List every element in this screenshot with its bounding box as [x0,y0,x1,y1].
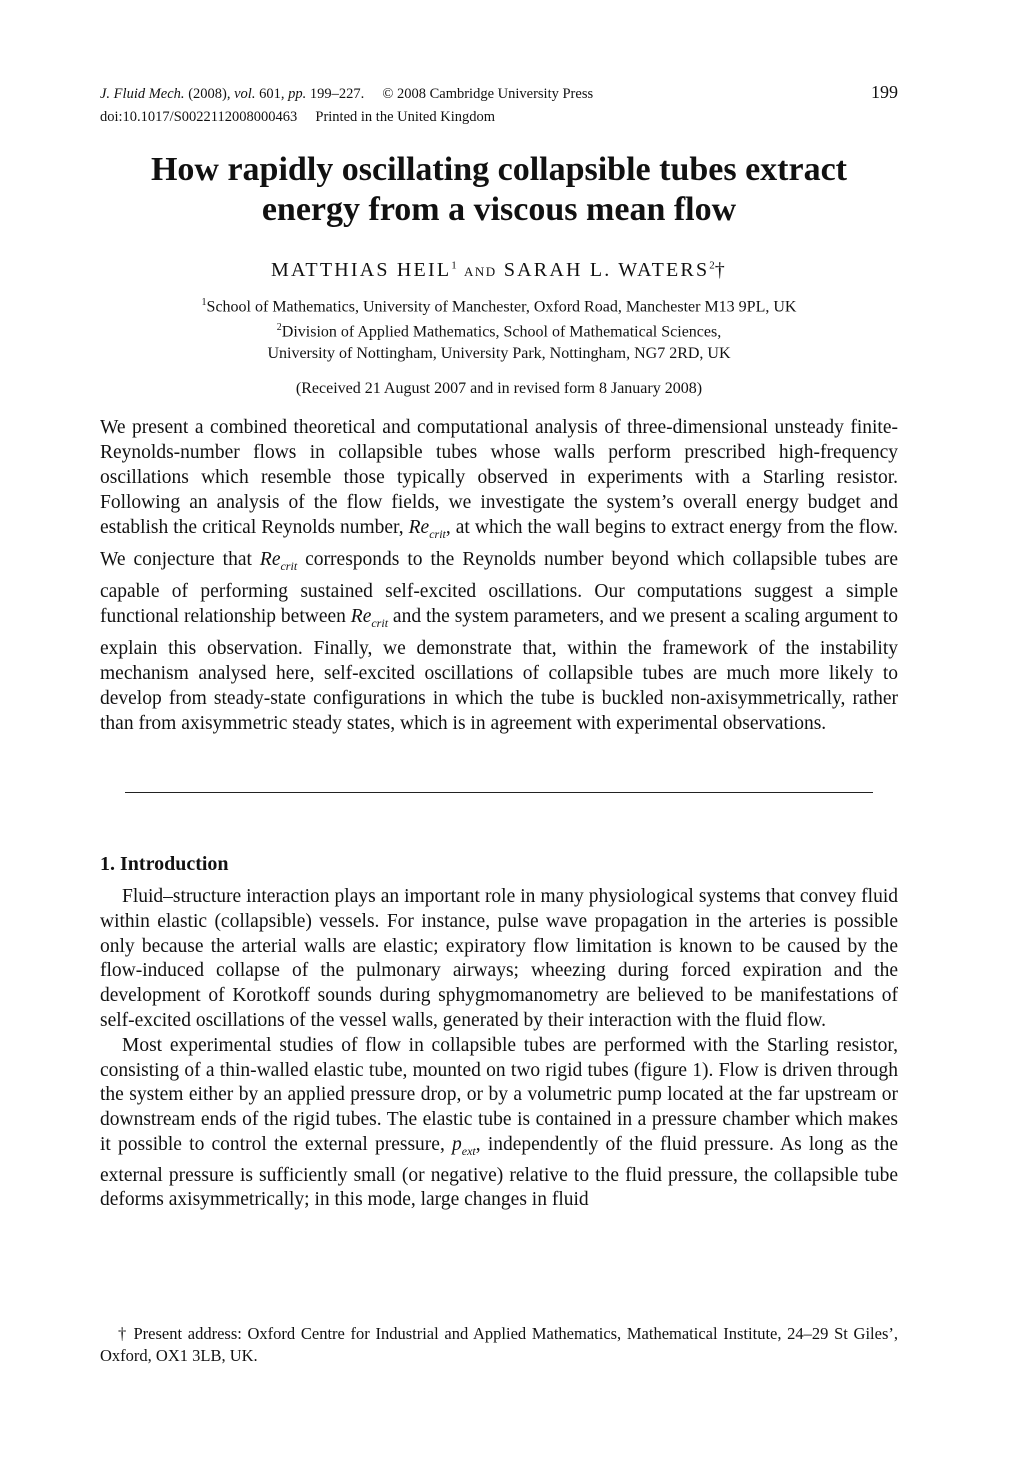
vol-label: vol. [234,86,256,102]
affiliation-2-line-1: Division of Applied Mathematics, School of Mathematical Sciences, [281,323,722,341]
intro-body [100,885,898,1213]
crit-subscript: crit [280,558,298,573]
journal-volume: 601, [259,86,285,102]
intro-paragraph-2 [100,1034,898,1213]
author-1: MATTHIAS HEIL [271,259,452,281]
affiliation-1-mark: 1 [201,297,207,308]
affiliation-1 [100,292,898,318]
paper-title [100,150,898,230]
title-line-1: How rapidly oscillating collapsible tubes extract [150,151,848,188]
page-number: 199 [871,82,898,102]
journal-name: J. Fluid Mech. [100,86,185,102]
intro-paragraph-1: Fluid–structure interaction plays an important role in many physiological systems that convey fluid within elastic (collapsible) vessels. For instance, pulse wave propagation in the arteries is possible only because the arterial walls are elastic; expiratory flow limitation is known to be caused by the flow-induced collapse of the pulmonary airways; wheezing during forced expiration and the development of Korotkoff sounds during sphygmomanometry are believed to be manifestations of self-excited oscillations of the vessel walls, generated by their interaction with the fluid flow. [100,886,898,1031]
re-symbol: Re [259,548,281,570]
journal-pages: 199–227. [309,86,365,102]
section-number: 1. [100,853,115,875]
re-symbol: Re [350,605,372,627]
author-list [100,259,898,282]
affiliation-2-line-2: University of Nottingham, University Park, Nottingham, NG7 2RD, UK [267,345,731,363]
received-dates: (Received 21 August 2007 and in revised form 8 January 2008) [295,380,703,397]
re-crit-symbol [350,605,389,630]
crit-subscript: crit [429,526,446,541]
pp-label: pp. [288,86,307,102]
re-symbol: Re [408,517,430,538]
author-1-affil-mark: 1 [451,259,457,272]
title-line-2: energy from a viscous mean flow [261,191,737,228]
affiliation-2 [100,317,898,365]
intro-paragraph-2a: Most experimental studies of flow in collapsible tubes are performed with the Starling resistor, consisting of a thin-walled elastic tube, mounted on two rigid tubes (figure 1). Flow is driven through the system either by an applied pressure drop, or by a volumetric pump located at the far upstream or downstream ends of the rigid tubes. The elastic tube is contained in a pressure chamber which makes it possible to control the external pressure, [100,1034,898,1155]
journal-year: (2008), [188,86,231,102]
ext-subscript: ext [461,1143,476,1158]
doi-line [100,107,495,127]
section-heading [100,853,229,876]
abstract-text-3: corresponds to the Reynolds number beyond which collapsible tubes are capable of performing sustained self-excited oscillations. Our computations suggest a simple functional relationship between [100,548,898,627]
abstract [100,415,898,736]
dagger-mark: † [714,259,727,281]
doi: doi:10.1017/S0022112008000463 [100,109,298,125]
author-2: SARAH L. WATERS [503,259,710,281]
abstract-text-2: , at which the wall begins to extract energy from the flow. We conjecture that [100,517,898,570]
footnote: † Present address: Oxford Centre for Industrial and Applied Mathematics, Mathematical Institute, 24–29 St Giles’, Oxford, OX1 3LB, UK. [100,1324,898,1365]
author-2-affil-mark: 2 [709,259,715,272]
abstract-text-4: and the system parameters, and we present a scaling argument to explain this observation. Finally, we demonstrate that, within the framework of the instability mechanism analysed here, self-excited oscillations of collapsible tubes are much more likely to develop from steady-state configurations in which the tube is buckled non-axisymmetrically, rather than from axisymmetric steady states, which is in agreement with experimental observations. [100,605,898,734]
p-ext-symbol [452,1133,476,1158]
intro-paragraph-2b: , independently of the fluid pressure. As long as the external pressure is sufficiently small (or negative) relative to the fluid pressure, the collapsible tube deforms axisymmetrically; in this mode, large changes in fluid [100,1133,899,1211]
crit-subscript: crit [371,615,389,630]
copyright-notice: © 2008 Cambridge University Press [382,86,594,102]
section-title: Introduction [120,853,229,875]
re-crit-symbol [408,517,446,541]
printed-in: Printed in the United Kingdom [315,109,495,125]
journal-citation [100,84,593,104]
author-conjunction: AND [463,264,497,279]
affiliation-2-mark: 2 [276,322,282,333]
affiliation-1-text: School of Mathematics, University of Manchester, Oxford Road, Manchester M13 9PL, UK [206,298,797,316]
p-symbol: p [452,1133,462,1155]
re-crit-symbol [259,548,298,573]
abstract-divider [125,792,873,793]
abstract-text-1: We present a combined theoretical and computational analysis of three-dimensional unsteady finite-Reynolds-number flows in collapsible tubes whose walls perform prescribed high-frequency oscillations which resemble those typically observed in experiments with a Starling resistor. Following an analysis of the flow fields, we investigate the system’s overall energy budget and establish the critical Reynolds number, [100,417,898,538]
